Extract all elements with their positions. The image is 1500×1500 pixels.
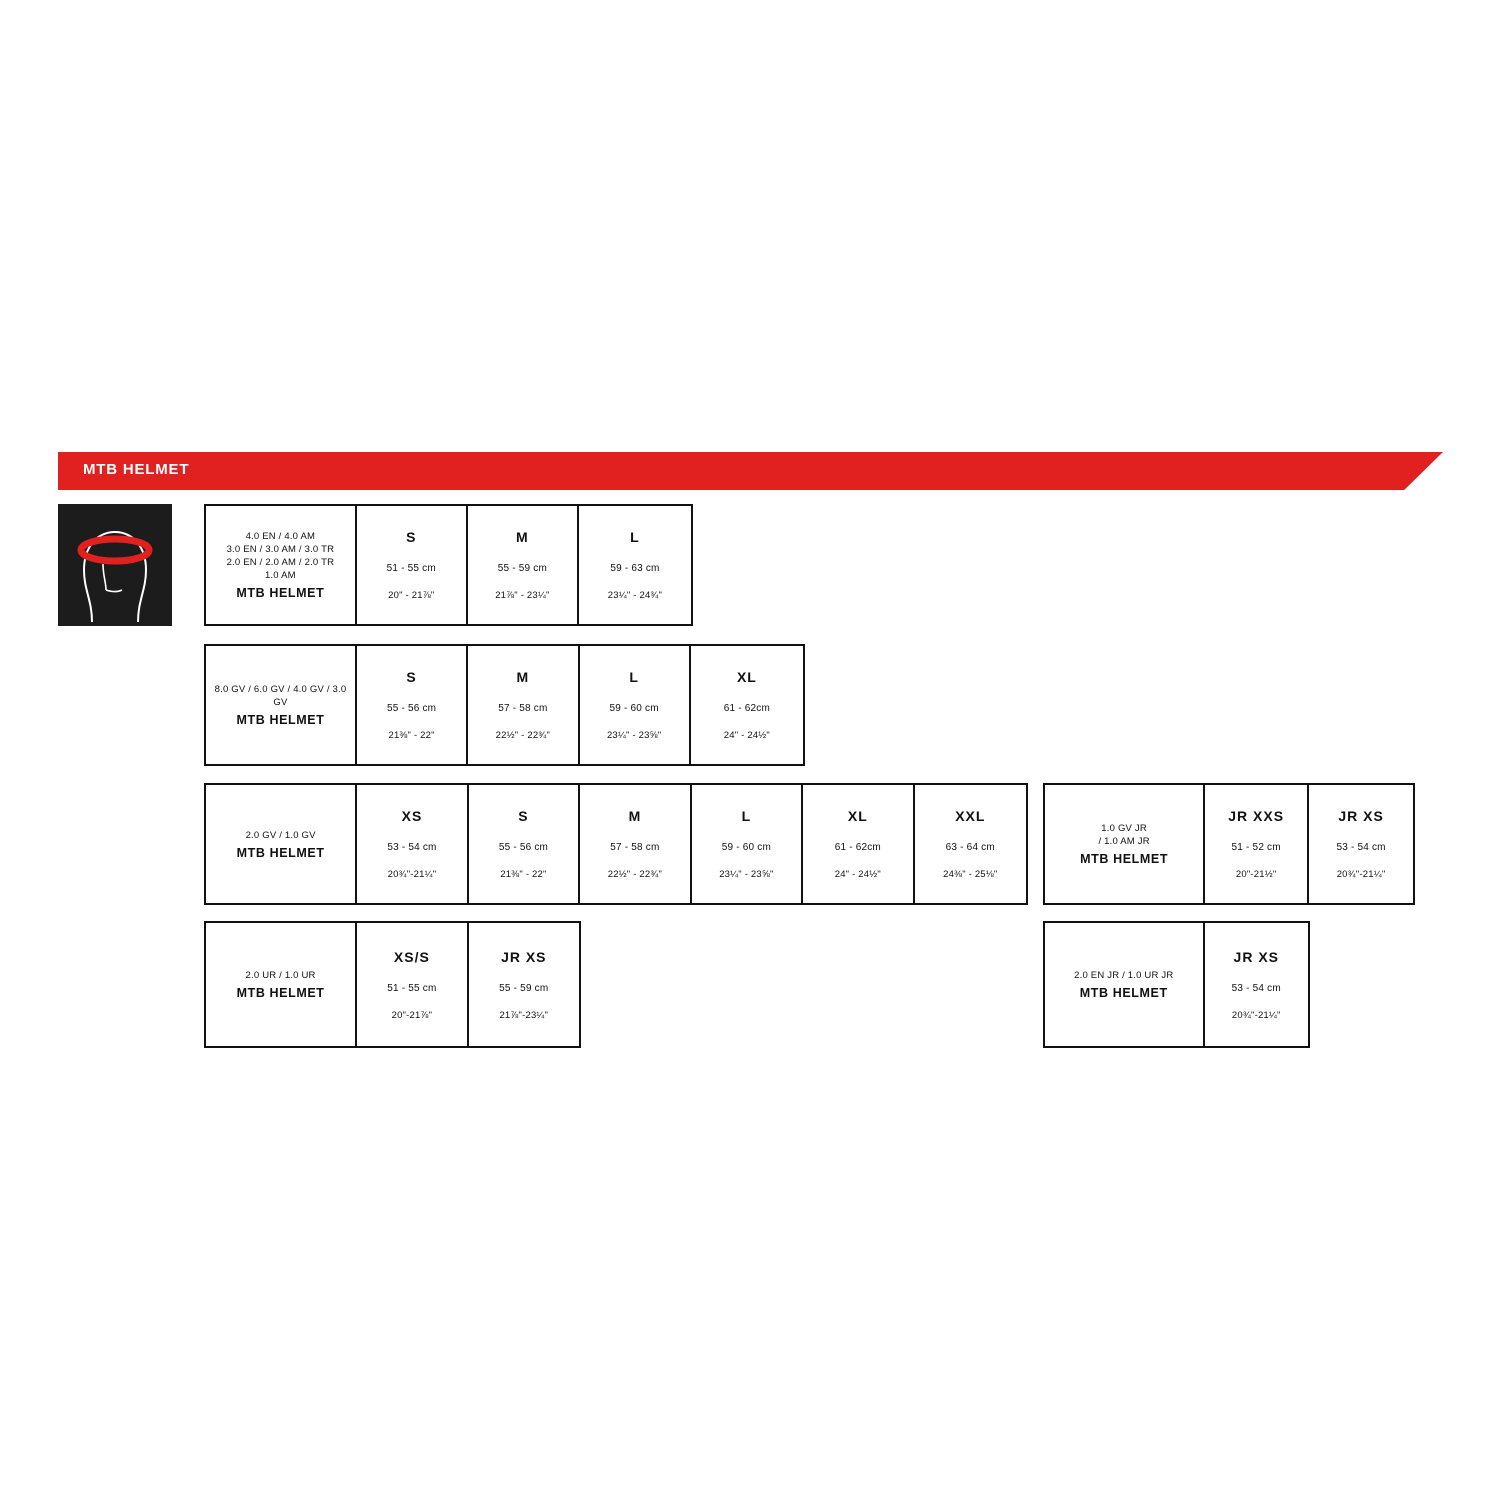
size-cell xyxy=(469,923,579,1046)
table-4-label-cell xyxy=(1045,785,1205,903)
table-2-title: MTB HELMET xyxy=(236,713,325,727)
size-table-4 xyxy=(1043,783,1415,905)
size-cm: 51 - 55 cm xyxy=(387,982,437,994)
size-inches: 24" - 24½" xyxy=(834,869,881,880)
size-cm: 55 - 59 cm xyxy=(499,982,549,994)
size-inches: 20"-21⅞" xyxy=(391,1009,433,1021)
size-cm: 59 - 60 cm xyxy=(609,703,659,714)
size-table-1 xyxy=(204,504,693,626)
table-5-label-cell xyxy=(206,923,357,1046)
model-line: 8.0 GV / 6.0 GV / 4.0 GV / 3.0 GV xyxy=(214,684,347,708)
size-cell xyxy=(357,506,468,624)
size-cm: 55 - 59 cm xyxy=(497,563,547,574)
model-line: 1.0 AM xyxy=(264,570,296,581)
table-1-title: MTB HELMET xyxy=(236,586,325,600)
size-table-3 xyxy=(204,783,1028,905)
size-table-5 xyxy=(204,921,581,1048)
size-cm: 51 - 55 cm xyxy=(386,563,436,574)
size-cm: 63 - 64 cm xyxy=(945,842,995,853)
size-name: JR XS xyxy=(1338,808,1384,824)
size-inches: 23¼" - 23⅝" xyxy=(606,730,662,741)
size-cell xyxy=(580,785,691,903)
size-cm: 61 - 62cm xyxy=(834,842,881,853)
size-name: L xyxy=(629,669,639,685)
size-name: M xyxy=(516,529,529,545)
model-line: 3.0 EN / 3.0 AM / 3.0 TR xyxy=(226,544,335,555)
size-cell xyxy=(1205,923,1308,1046)
size-name: JR XXS xyxy=(1228,808,1285,824)
model-line: 2.0 UR / 1.0 UR xyxy=(245,970,316,981)
size-cm: 59 - 60 cm xyxy=(721,842,771,853)
size-cm: 55 - 56 cm xyxy=(386,703,437,714)
size-cm: 53 - 54 cm xyxy=(1336,842,1386,853)
size-name: S xyxy=(518,808,529,824)
table-4-title: MTB HELMET xyxy=(1080,852,1169,866)
size-inches: 20"-21½" xyxy=(1235,869,1277,880)
size-inches: 23¼" - 23⅝" xyxy=(719,869,774,880)
size-inches: 20" - 21⅞" xyxy=(388,590,435,601)
size-inches: 24⅜" - 25⅛" xyxy=(943,869,998,880)
size-inches: 21⅞"-23¼" xyxy=(499,1009,549,1021)
section-banner xyxy=(58,452,1443,490)
table-2-label-cell xyxy=(206,646,357,764)
size-table-6 xyxy=(1043,921,1310,1048)
model-line: 1.0 GV JR xyxy=(1101,823,1147,834)
size-name: XS/S xyxy=(393,948,430,965)
model-line: / 1.0 AM JR xyxy=(1098,836,1150,847)
size-cell xyxy=(1205,785,1309,903)
size-inches: 21⅜" - 22" xyxy=(388,730,435,741)
size-name: JR XS xyxy=(501,948,547,965)
table-3-title: MTB HELMET xyxy=(236,845,325,860)
size-name: L xyxy=(630,529,640,545)
size-cell xyxy=(357,646,468,764)
size-cell xyxy=(469,785,580,903)
size-name: S xyxy=(406,529,417,545)
size-inches: 22½" - 22¾" xyxy=(607,869,663,880)
size-name: JR XS xyxy=(1233,948,1279,965)
size-name: S xyxy=(406,669,417,685)
model-line: 2.0 GV / 1.0 GV xyxy=(245,829,316,841)
size-cm: 53 - 54 cm xyxy=(387,842,437,853)
model-line: 2.0 EN / 2.0 AM / 2.0 TR xyxy=(226,557,335,568)
size-name: M xyxy=(516,669,530,685)
size-inches: 20¾"-21¼" xyxy=(387,869,437,880)
size-cell xyxy=(1309,785,1413,903)
size-cm: 53 - 54 cm xyxy=(1231,982,1281,994)
size-inches: 24" - 24½" xyxy=(723,730,770,741)
size-cell xyxy=(915,785,1026,903)
table-6-title: MTB HELMET xyxy=(1079,986,1168,1000)
size-cm: 59 - 63 cm xyxy=(610,563,660,574)
size-name: M xyxy=(628,808,642,824)
size-cm: 61 - 62cm xyxy=(723,703,771,714)
size-name: XL xyxy=(847,808,868,824)
size-cell xyxy=(691,646,803,764)
table-5-title: MTB HELMET xyxy=(236,986,325,1000)
size-cell xyxy=(580,646,691,764)
banner-shape xyxy=(58,452,1443,490)
table-1-label-cell xyxy=(206,506,357,624)
size-cm: 55 - 56 cm xyxy=(498,842,549,853)
table-6-label-cell xyxy=(1045,923,1205,1046)
table-3-label-cell xyxy=(206,785,357,903)
size-inches: 22½" - 22¾" xyxy=(495,730,551,741)
size-inches: 23¼" - 24¾" xyxy=(607,590,663,601)
model-line: 4.0 EN / 4.0 AM xyxy=(245,531,316,542)
size-cell xyxy=(468,506,579,624)
size-inches: 21⅞" - 23¼" xyxy=(495,590,550,601)
size-inches: 20¾"-21¼" xyxy=(1231,1009,1281,1021)
size-cell xyxy=(468,646,579,764)
size-name: L xyxy=(741,808,752,824)
size-cm: 57 - 58 cm xyxy=(498,703,548,714)
size-cell xyxy=(803,785,914,903)
size-cm: 51 - 52 cm xyxy=(1231,842,1281,853)
size-name: XXL xyxy=(955,808,986,824)
head-measure-icon xyxy=(58,504,172,626)
size-cell xyxy=(579,506,691,624)
size-cell xyxy=(357,785,468,903)
size-inches: 20¾"-21¼" xyxy=(1336,869,1386,880)
page-title: MTB HELMET xyxy=(83,461,190,478)
size-cell xyxy=(357,923,468,1046)
size-cell xyxy=(692,785,803,903)
size-inches: 21⅜" - 22" xyxy=(500,869,547,880)
size-cm: 57 - 58 cm xyxy=(610,842,660,853)
size-name: XS xyxy=(401,808,423,824)
model-line: 2.0 EN JR / 1.0 UR JR xyxy=(1074,970,1174,981)
size-name: XL xyxy=(736,669,757,685)
size-table-2 xyxy=(204,644,805,766)
